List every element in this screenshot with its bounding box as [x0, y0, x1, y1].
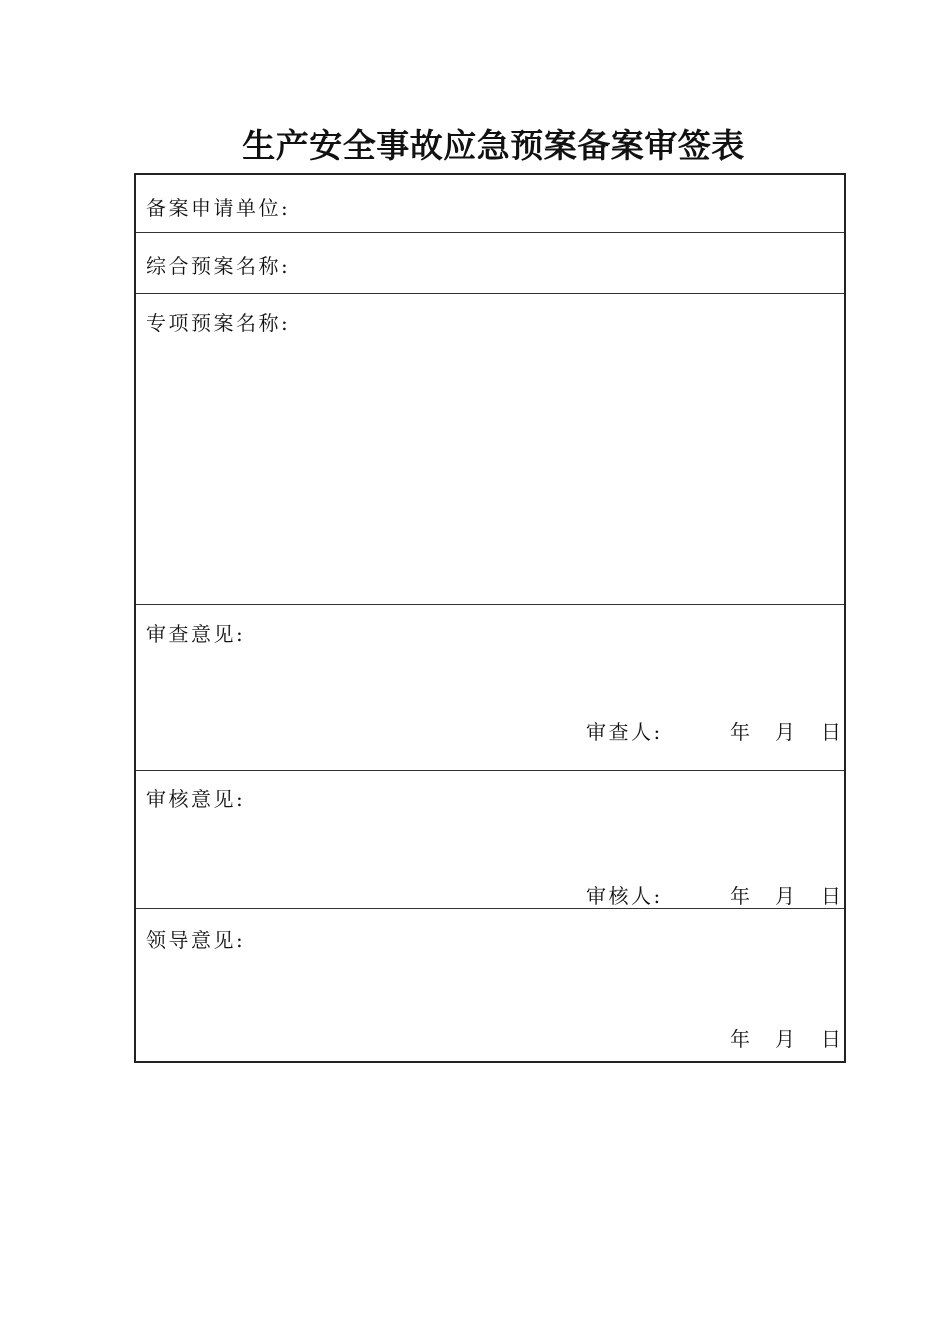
audit-opinion-row[interactable] — [136, 771, 844, 909]
review-date-year: 年 — [730, 720, 753, 744]
leader-date-year: 年 — [730, 1027, 753, 1051]
audit-opinion-label: 审核意见: — [146, 787, 246, 811]
auditor-label: 审核人: — [586, 884, 663, 908]
review-date-month: 月 — [775, 720, 798, 744]
leader-date-month: 月 — [775, 1027, 798, 1051]
audit-date-year: 年 — [730, 884, 753, 908]
applicant-row[interactable] — [136, 175, 844, 233]
reviewer-label: 审查人: — [586, 720, 663, 744]
general-plan-row[interactable] — [136, 233, 844, 294]
review-opinion-label: 审查意见: — [146, 622, 246, 646]
general-plan-label: 综合预案名称: — [146, 254, 291, 278]
applicant-label: 备案申请单位: — [146, 196, 291, 220]
audit-date-day: 日 — [821, 884, 844, 908]
leader-opinion-row[interactable] — [136, 909, 844, 1061]
filing-form-table — [134, 173, 846, 1063]
special-plan-label: 专项预案名称: — [146, 311, 291, 335]
leader-date-day: 日 — [821, 1027, 844, 1051]
review-date-day: 日 — [821, 720, 844, 744]
review-opinion-row[interactable] — [136, 605, 844, 771]
audit-date-month: 月 — [775, 884, 798, 908]
page-title: 生产安全事故应急预案备案审签表 — [242, 126, 745, 165]
leader-opinion-label: 领导意见: — [146, 928, 246, 952]
special-plan-row[interactable] — [136, 294, 844, 605]
